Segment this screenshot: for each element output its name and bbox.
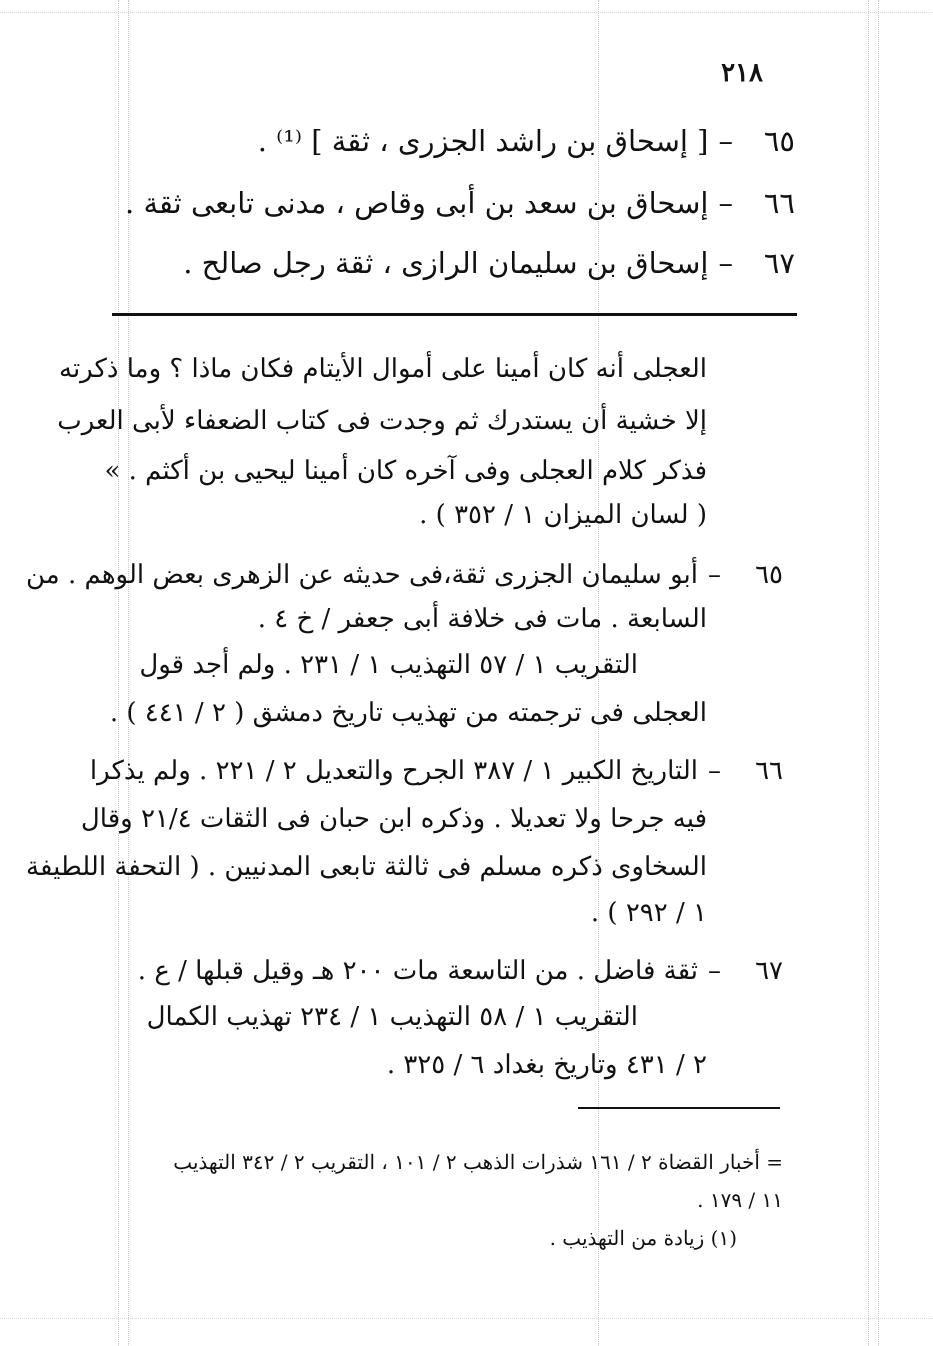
note-line: التقريب ١ / ٥٧ التهذيب ١ / ٢٣١ . ولم أجد قول [139, 650, 638, 680]
note-continuation-line: ( لسان الميزان ١ / ٣٥٢ ) . [419, 500, 707, 530]
note-continuation-line: العجلى أنه كان أمينا على أموال الأيتام فكان ماذا ؟ وما ذكرته [59, 354, 707, 384]
note-line: السابعة . مات فى خلافة أبى جعفر / خ ٤ . [257, 604, 707, 634]
note-65 [26, 560, 783, 590]
note-line: السخاوى ذكره مسلم فى ثالثة تابعى المدنيين . ( التحفة اللطيفة [26, 852, 707, 882]
entry-67 [183, 246, 795, 280]
scan-guide [868, 0, 869, 1346]
scan-guide [0, 1318, 933, 1319]
note-line: فيه جرحا ولا تعديلا . وذكره ابن حبان فى الثقات ٢١/٤ وقال [80, 804, 707, 834]
note-66 [90, 756, 783, 786]
entry-number: ٦٥ [763, 124, 795, 158]
note-line: العجلى فى ترجمته من تهذيب تاريخ دمشق ( ٢ / ٤٤١ ) . [109, 698, 707, 728]
entry-number: ٦٧ [763, 246, 795, 280]
entry-number: ٦٦ [763, 186, 795, 220]
footnote-rule [578, 1107, 780, 1109]
note-dash: – [708, 560, 721, 590]
separator-rule [112, 313, 797, 316]
footnote-line: ١١ / ١٧٩ . [697, 1188, 783, 1212]
note-67 [138, 956, 783, 986]
footnote-line: = أخبار القضاة ٢ / ١٦١ شذرات الذهب ٢ / ١٠١ ، التقريب ٢ / ٣٤٢ التهذيب [173, 1150, 783, 1174]
entry-dash: – [718, 124, 733, 158]
entry-text: إسحاق بن سعد بن أبى وقاص ، مدنى تابعى ثقة . [125, 186, 709, 220]
page-number: ٢١٨ [721, 58, 763, 88]
scan-guide [0, 12, 933, 13]
note-number: ٦٦ [755, 756, 783, 786]
note-dash: – [708, 956, 721, 986]
note-line: ٢ / ٤٣١ وتاريخ بغداد ٦ / ٣٢٥ . [386, 1050, 707, 1080]
note-number: ٦٥ [755, 560, 783, 590]
footnote-1: (١) زيادة من التهذيب . [549, 1226, 737, 1250]
entry-text: [ إسحاق بن راشد الجزرى ، ثقة ] ⁽¹⁾ . [257, 124, 709, 158]
entry-66 [125, 186, 795, 220]
note-line: ١ / ٢٩٢ ) . [590, 898, 707, 928]
note-line: التقريب ١ / ٥٨ التهذيب ١ / ٢٣٤ تهذيب الكمال [146, 1002, 638, 1032]
note-line: أبو سليمان الجزرى ثقة،فى حديثه عن الزهرى بعض الوهم . من [26, 560, 698, 590]
entry-65 [258, 124, 795, 158]
note-number: ٦٧ [755, 956, 783, 986]
note-continuation-line: إلا خشية أن يستدرك ثم وجدت فى كتاب الضعفاء لأبى العرب [57, 406, 707, 436]
entry-dash: – [718, 246, 733, 280]
note-line: ثقة فاضل . من التاسعة مات ٢٠٠ هـ وقيل قبلها / ع . [137, 956, 698, 986]
entry-dash: – [718, 186, 733, 220]
note-dash: – [708, 756, 721, 786]
scan-guide [878, 0, 879, 1346]
note-continuation-line: فذكر كلام العجلى وفى آخره كان أمينا ليحيى بن أكثم . » [104, 456, 707, 486]
entry-text: إسحاق بن سليمان الرازى ، ثقة رجل صالح . [183, 246, 709, 280]
note-line: التاريخ الكبير ١ / ٣٨٧ الجرح والتعديل ٢ / ٢٢١ . ولم يذكرا [89, 756, 698, 786]
scan-guide [118, 0, 119, 1346]
